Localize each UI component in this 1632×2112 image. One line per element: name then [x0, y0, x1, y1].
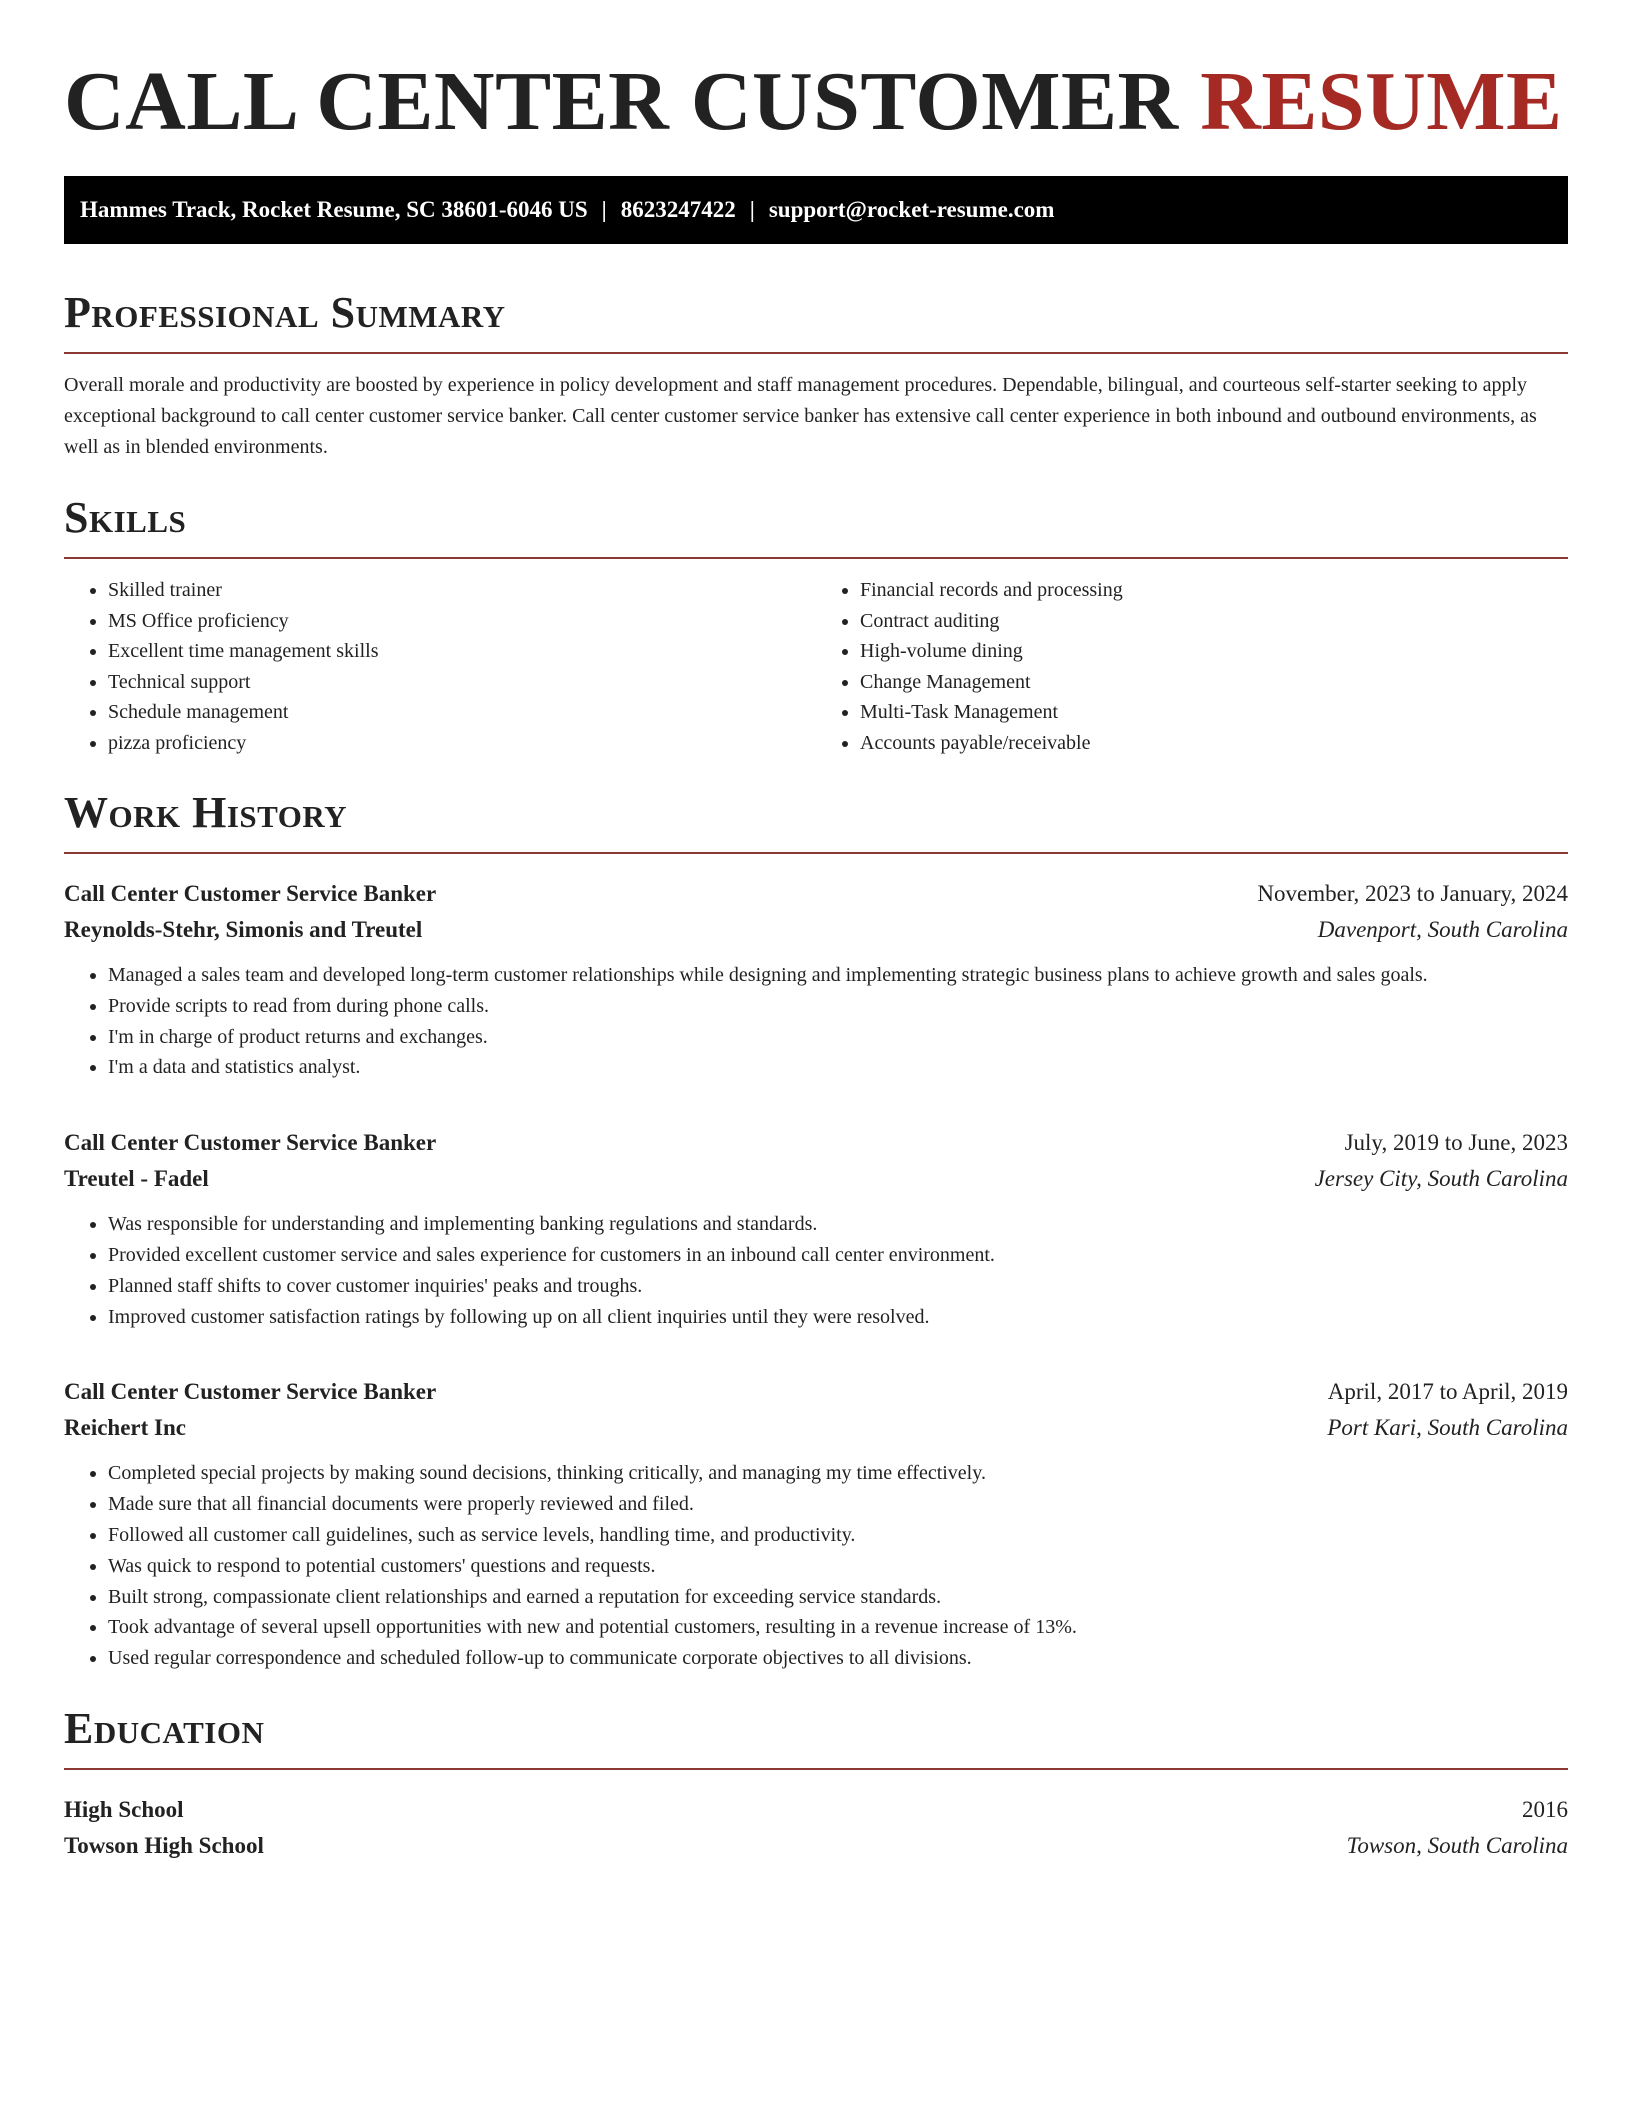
skill-item: • Accounts payable/receivable	[860, 728, 1568, 759]
skills-column-right	[816, 575, 1568, 758]
skill-item: • Excellent time management skills	[108, 636, 816, 667]
job-company-row	[64, 1410, 1568, 1446]
job-entry	[64, 1374, 1568, 1674]
job-dates: November, 2023 to January, 2024	[1257, 881, 1568, 906]
job-bullets	[64, 960, 1568, 1083]
job-entry	[64, 876, 1568, 1083]
job-bullet: • Was responsible for understanding and implementing banking regulations and standards.	[108, 1209, 1568, 1240]
job-title: Call Center Customer Service Banker	[64, 1379, 437, 1405]
education-degree: High School	[64, 1796, 184, 1822]
job-bullet: • Used regular correspondence and scheduled follow-up to communicate corporate objectives to all divisions.	[108, 1643, 1568, 1674]
contact-email: support@rocket-resume.com	[768, 197, 1055, 222]
contact-separator: |	[601, 197, 607, 222]
contact-address: Hammes Track, Rocket Resume, SC 38601-6046 US	[80, 197, 588, 222]
education-section	[64, 1704, 1568, 1864]
job-bullet: • I'm a data and statistics analyst.	[108, 1052, 1568, 1083]
contact-phone: 8623247422	[620, 197, 736, 222]
work-history-section	[64, 788, 1568, 1674]
job-bullet: • Provide scripts to read from during phone calls.	[108, 991, 1568, 1022]
job-location: Port Kari, South Carolina	[1327, 1415, 1568, 1441]
job-bullet: • Provided excellent customer service and sales experience for customers in an inbound call center environment.	[108, 1240, 1568, 1271]
job-bullet: • Managed a sales team and developed long-term customer relationships while designing and implementing strategic business plans to achieve growth and sales goals.	[108, 960, 1568, 991]
job-bullet: • Was quick to respond to potential customers' questions and requests.	[108, 1551, 1568, 1582]
skill-item: • Technical support	[108, 667, 816, 698]
skill-item: • High-volume dining	[860, 636, 1568, 667]
summary-text: Overall morale and productivity are boosted by experience in policy development and staff management procedures. Dependable, bilingual, and courteous self-starter seeking to apply exceptional background to call center customer service banker. Call center customer service banker has extensive call center experience in both inbound and outbound environments, as well as in blended environments.	[64, 374, 1537, 458]
job-location: Davenport, South Carolina	[1317, 917, 1568, 942]
skills-section	[64, 493, 1568, 758]
education-school: Towson High School	[64, 1832, 264, 1858]
job-bullet: • Made sure that all financial documents were properly reviewed and filed.	[108, 1489, 1568, 1520]
job-dates: April, 2017 to April, 2019	[1327, 1379, 1568, 1405]
skill-item: • Multi-Task Management	[860, 697, 1568, 728]
job-bullet: • Built strong, compassionate client relationships and earned a reputation for exceeding service standards.	[108, 1582, 1568, 1613]
job-company-row	[64, 1161, 1568, 1197]
skills-list	[64, 575, 1568, 758]
work-history-heading: Work History	[64, 788, 1568, 854]
education-degree-row	[64, 1792, 1568, 1828]
job-bullet: • Followed all customer call guidelines, such as service levels, handling time, and productivity.	[108, 1520, 1568, 1551]
job-title: Call Center Customer Service Banker	[64, 1130, 437, 1156]
job-company: Reichert Inc	[64, 1415, 186, 1441]
skills-column-left	[64, 575, 816, 758]
job-header-row	[64, 1374, 1568, 1410]
contact-separator: |	[749, 197, 755, 222]
job-bullet: • Took advantage of several upsell opportunities with new and potential customers, resulting in a revenue increase of 13%.	[108, 1612, 1568, 1643]
job-title: Call Center Customer Service Banker	[64, 881, 437, 906]
summary-heading: Professional Summary	[64, 288, 1568, 354]
skill-item: • Financial records and processing	[860, 575, 1568, 606]
education-school-row	[64, 1828, 1568, 1864]
skill-item: • Change Management	[860, 667, 1568, 698]
job-company: Reynolds-Stehr, Simonis and Treutel	[64, 917, 423, 942]
job-header-row	[64, 876, 1568, 912]
skill-item: • Contract auditing	[860, 606, 1568, 637]
job-company-row	[64, 912, 1568, 948]
skill-item: • Skilled trainer	[108, 575, 816, 606]
job-bullets	[64, 1458, 1568, 1674]
skills-heading: Skills	[64, 493, 1568, 559]
skill-item: • Schedule management	[108, 697, 816, 728]
job-bullet: • Completed special projects by making sound decisions, thinking critically, and managing my time effectively.	[108, 1458, 1568, 1489]
resume-title	[64, 0, 1568, 152]
skill-item: • MS Office proficiency	[108, 606, 816, 637]
education-year: 2016	[1522, 1796, 1568, 1822]
job-header-row	[64, 1125, 1568, 1161]
job-bullet: • Planned staff shifts to cover customer inquiries' peaks and troughs.	[108, 1271, 1568, 1302]
title-accent: RESUME	[1200, 55, 1563, 148]
job-entry	[64, 1125, 1568, 1332]
education-entry	[64, 1792, 1568, 1864]
contact-bar	[64, 176, 1568, 244]
job-dates: July, 2019 to June, 2023	[1344, 1130, 1568, 1156]
education-heading: Education	[64, 1704, 1568, 1770]
job-company: Treutel - Fadel	[64, 1166, 209, 1192]
education-location: Towson, South Carolina	[1346, 1832, 1568, 1858]
job-bullet: • Improved customer satisfaction ratings by following up on all client inquiries until they were resolved.	[108, 1302, 1568, 1333]
summary-section	[64, 288, 1568, 463]
job-bullet: • I'm in charge of product returns and exchanges.	[108, 1022, 1568, 1053]
job-bullets	[64, 1209, 1568, 1332]
title-main: CALL CENTER CUSTOMER	[64, 55, 1179, 148]
job-location: Jersey City, South Carolina	[1314, 1166, 1568, 1192]
skill-item: • pizza proficiency	[108, 728, 816, 759]
